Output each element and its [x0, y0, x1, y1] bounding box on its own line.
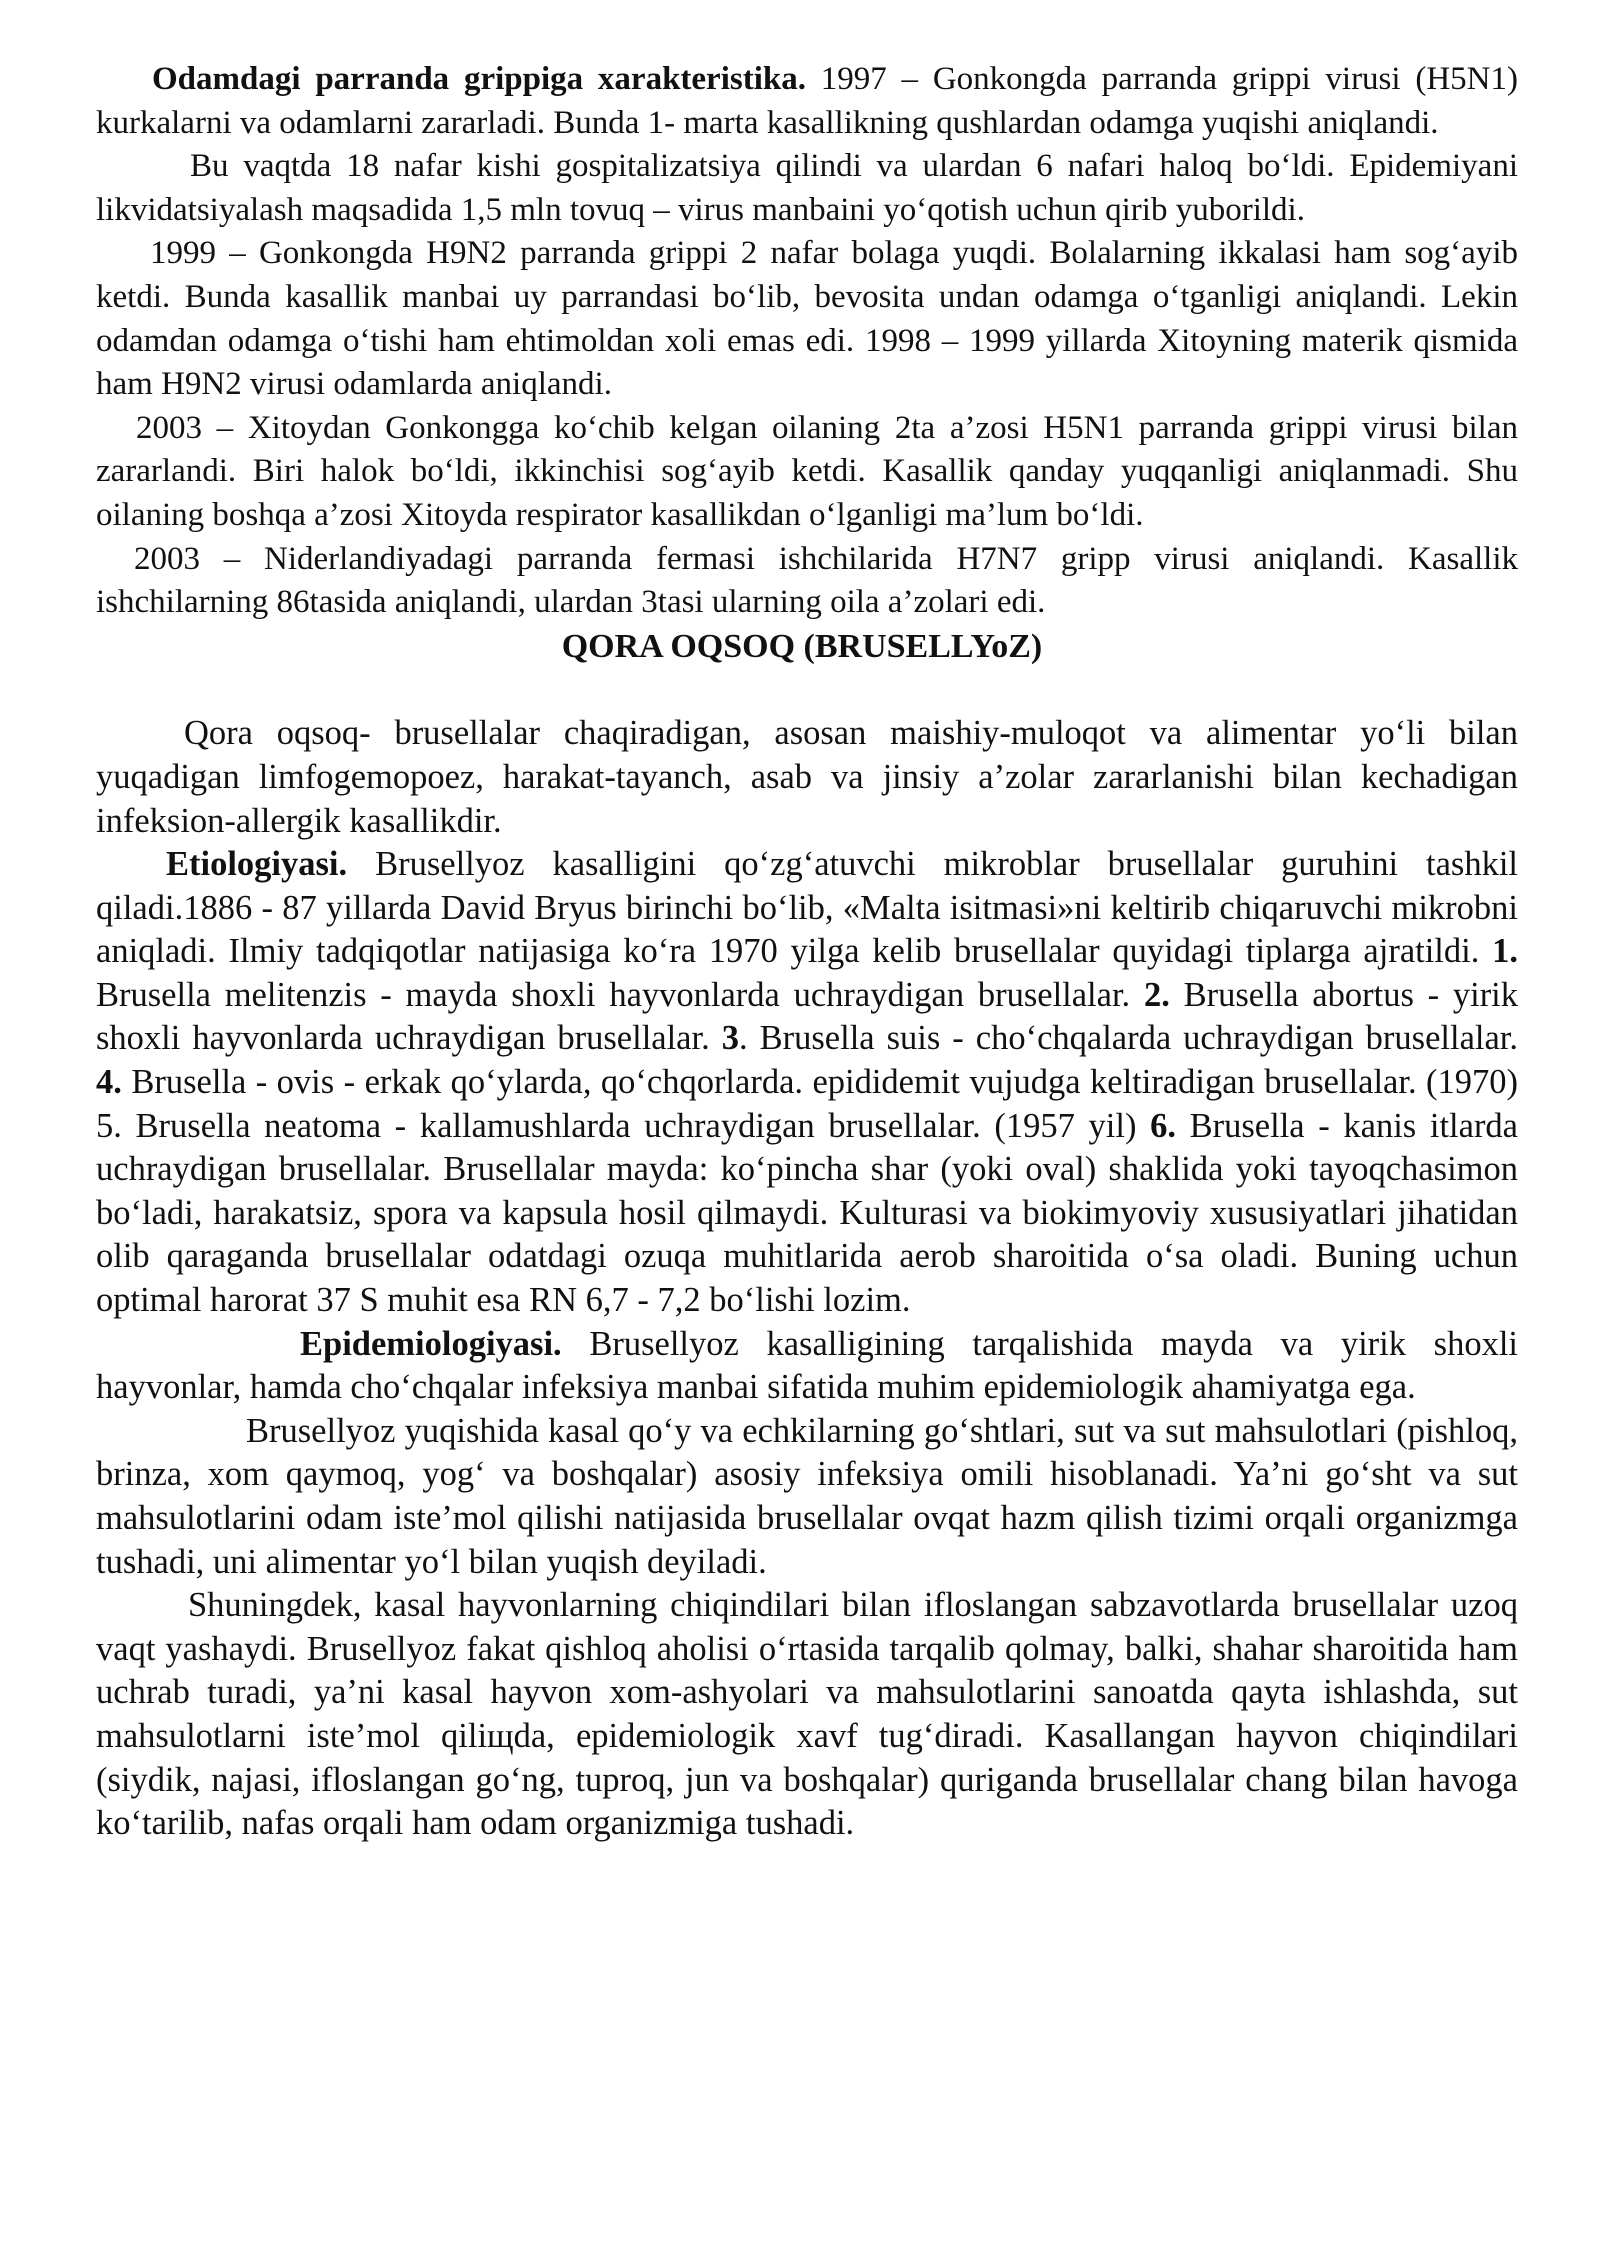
paragraph-hospitalization: Bu vaqtda 18 nafar kishi gospitalizatsiya qilindi va ulardan 6 nafari haloq boʻldi. Epidemiyani likvidatsiyalash maqsadida 1,5 mln tovuq – virus manbaini yoʻqotish uchun qirib yuborildi.: [96, 148, 1518, 228]
heading-etiology: Etiologiyasi.: [166, 845, 348, 884]
paragraph-definition: Qora oqsoq- brusellalar chaqiradigan, asosan maishiy-muloqot va alimentar yoʻli bilan yuqadigan limfogemopoez, harakat-tayanch, asab va jinsiy a’zolar zararlanishi bilan kechadigan infeksion-allergik kasallikdir.: [96, 714, 1518, 840]
paragraph-epidemiology: Epidemiologiyasi. Brusellyoz kasalligining tarqalishida mayda va yirik shoxli hayvonlar, hamda choʻchqalar infeksiya manbai sifatida muhim epidemiologik ahamiyatga ega.: [96, 1324, 1518, 1407]
paragraph-1999: 1999 – Gonkongda H9N2 parranda grippi 2 nafar bolaga yuqdi. Bolalarning ikkalasi ham sogʻayib ketdi. Bunda kasallik manbai uy parrandasi boʻlib, bevosita undan odamga oʻtganligi aniqlandi. Lekin odamdan odamga oʻtishi ham ehtimoldan xoli emas edi. 1998 – 1999 yillarda Xitoyning materik qismida ham H9N2 virusi odamlarda aniqlandi.: [96, 235, 1518, 403]
paragraph-text: 1997 – Gonkongda parranda grippi virusi (H5N1) kurkalarni va odamlarni zararladi. Bunda 1- marta kasallikning qushlardan odamga yuqishi aniqlandi.: [96, 61, 1518, 141]
paragraph-2003-netherlands: 2003 – Niderlandiyadagi parranda fermasi ishchilarida H7N7 gripp virusi aniqlandi. Kasallik ishchilarning 86tasida aniqlandi, ulardan 3tasi ularning oila a’zolari edi.: [96, 540, 1518, 621]
heading-epidemiology: Epidemiologiyasi.: [300, 1324, 562, 1363]
heading-bird-flu: Odamdagi parranda grippiga xarakteristika.: [152, 61, 806, 97]
paragraph-transmission: Brusellyoz yuqishida kasal qoʻy va echkilarning goʻshtlari, sut va sut mahsulotlari (pishloq, brinza, xom qaymoq, yogʻ va boshqalar) asosiy infeksiya omili hisoblanadi. Ya’ni goʻsht va sut mahsulotlarini odam iste’mol qilishi natijasida brusellalar ovqat hazm qilish tizimi orqali organizmga tushadi, uni alimentar yoʻl bilan yuqish deyiladi.: [96, 1411, 1518, 1581]
section-title: QORA OQSOQ (BRUSELLYoZ): [561, 627, 1043, 665]
paragraph-etiology: Etiologiyasi. Brusellyoz kasalligini qoʻzgʻatuvchi mikroblar brusellalar guruhini tashkil qiladi.1886 - 87 yillarda David Bryus birinchi boʻlib, «Malta isitmasi»ni keltirib chiqaruvchi mikrobni aniqladi. Ilmiy tadqiqotlar natijasiga koʻra 1970 yilga kelib brusellalar quyidagi tiplarga ajratildi. 1. Brusella melitenzis - mayda shoxli hayvonlarda uchraydigan brusellalar. 2. Brusella abortus - yirik shoxli hayvonlarda uchraydigan brusellalar. 3. Brusella suis - choʻchqalarda uchraydigan brusellalar. 4. Brusella - ovis - erkak qoʻylarda, qoʻchqorlarda. epididemit vujudga keltiradigan brusellalar. (1970) 5. Brusella neatoma - kallamushlarda uchraydigan brusellalar. (1957 yil) 6. Brusella - kanis itlarda uchraydigan brusellalar. Brusellalar mayda: koʻpincha shar (yoki oval) shaklida yoki tayoqchasimon boʻladi, harakatsiz, spora va kapsula hosil qilmaydi. Kulturasi va biokimyoviy xususiyatlari jihatidan olib qaraganda brusellalar odatdagi ozuqa muhitlarida aerob sharoitida oʻsa oladi. Buning uchun optimal harorat 37 S muhit esa RN 6,7 - 7,2 boʻlishi lozim.: [96, 845, 1519, 1320]
paragraph-bird-flu-intro: [96, 58, 1518, 145]
paragraph-2003-china: 2003 – Xitoydan Gonkongga koʻchib kelgan oilaning 2ta a’zosi H5N1 parranda grippi virusi bilan zararlandi. Biri halok boʻldi, ikkinchisi sogʻayib ketdi. Kasallik qanday yuqqanligi aniqlanmadi. Shu oilaning boshqa a’zosi Xitoyda respirator kasallikdan oʻlganligi ma’lum boʻldi.: [96, 409, 1518, 533]
paragraph-spread: Shuningdek, kasal hayvonlarning chiqindilari bilan ifloslangan sabzavotlarda brusellalar uzoq vaqt yashaydi. Brusellyoz fakat qishloq aholisi oʻrtasida tarqalib qolmay, balki, shahar sharoitida ham uchrab turadi, ya’ni kasal hayvon xom-ashyolari va mahsulotlarini sanoatda qayta ishlashda, sut mahsulotlarni iste’mol qiliщda, epidemiologik xavf tugʻdiradi. Kasallangan hayvon chiqindilari (siydik, najasi, ifloslangan goʻng, tuproq, jun va boshqalar) quriganda brusellalar chang bilan havoga koʻtarilib, nafas orqali ham odam organizmiga tushadi.: [96, 1586, 1518, 1843]
